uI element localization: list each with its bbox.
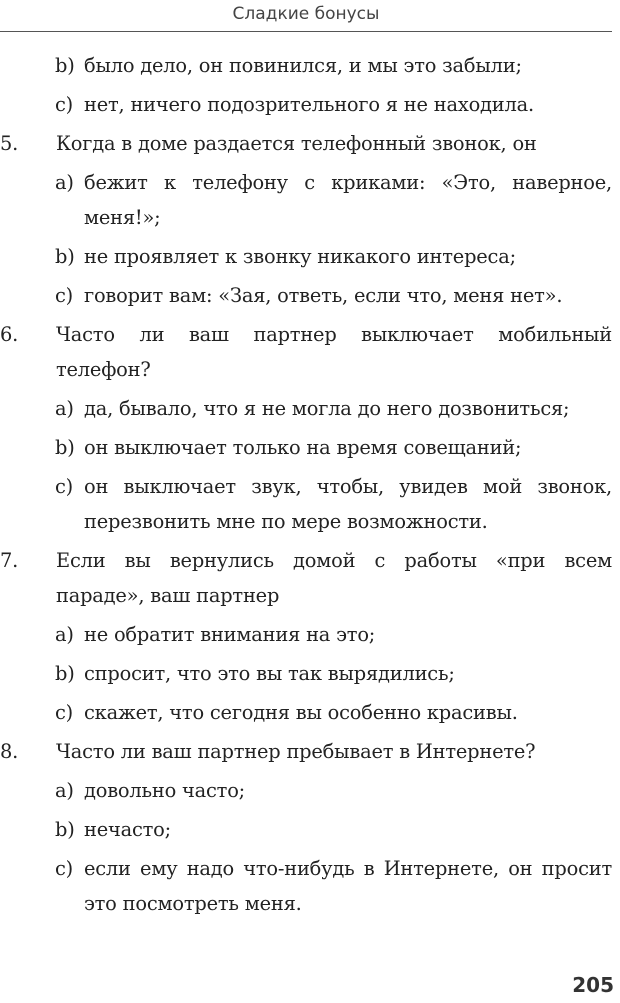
question-6 <box>0 317 612 387</box>
option-letter: c) <box>55 284 74 307</box>
question-6-option-c <box>0 469 612 539</box>
option-letter: c) <box>55 475 74 498</box>
option-text: бежит к телефону с криками: «Это, наверное, меня!»; <box>84 171 612 229</box>
option-text: если ему надо что-нибудь в Интернете, он просит это посмотреть меня. <box>84 857 612 915</box>
question-text: Часто ли ваш партнер пребывает в Интернете? <box>56 740 536 763</box>
question-text: Если вы вернулись домой с работы «при всем параде», ваш партнер <box>56 549 612 607</box>
option-text: было дело, он повинился, и мы это забыли; <box>84 54 522 77</box>
question-6-option-a <box>0 391 612 426</box>
option-letter: c) <box>55 701 74 724</box>
question-7-option-a <box>0 617 612 652</box>
option-letter: a) <box>55 623 74 646</box>
question-6-option-b <box>0 430 612 465</box>
page-number: 205 <box>572 973 614 997</box>
option-text: да, бывало, что я не могла до него дозвониться; <box>84 397 570 420</box>
option-letter: c) <box>55 857 74 880</box>
question-8 <box>0 734 612 769</box>
question-8-option-c <box>0 851 612 921</box>
question-7-option-c <box>0 695 612 730</box>
question-text: Когда в доме раздается телефонный звонок, он <box>56 132 537 155</box>
option-text: довольно часто; <box>84 779 246 802</box>
question-5-option-a <box>0 165 612 235</box>
option-text: спросит, что это вы так вырядились; <box>84 662 455 685</box>
question-text: Часто ли ваш партнер выключает мобильный телефон? <box>56 323 612 381</box>
option-text: скажет, что сегодня вы особенно красивы. <box>84 701 518 724</box>
question-number: 6. <box>0 323 19 346</box>
option-letter: a) <box>55 171 74 194</box>
option-letter: b) <box>55 436 75 459</box>
question-5-option-c <box>0 278 612 313</box>
option-text: говорит вам: «Зая, ответь, если что, меня нет». <box>84 284 563 307</box>
option-text: не обратит внимания на это; <box>84 623 376 646</box>
option-text: он выключает звук, чтобы, увидев мой звонок, перезвонить мне по мере возможности. <box>84 475 612 533</box>
question-7 <box>0 543 612 613</box>
option-letter: b) <box>55 662 75 685</box>
continued-option-c <box>0 87 612 122</box>
continued-option-b <box>0 48 612 83</box>
question-5-option-b <box>0 239 612 274</box>
option-letter: a) <box>55 397 74 420</box>
question-number: 7. <box>0 549 19 572</box>
header-rule <box>0 31 612 32</box>
option-letter: b) <box>55 54 75 77</box>
option-text: нечасто; <box>84 818 171 841</box>
question-number: 5. <box>0 132 19 155</box>
option-letter: b) <box>55 245 75 268</box>
option-letter: a) <box>55 779 74 802</box>
option-letter: c) <box>55 93 74 116</box>
option-text: не проявляет к звонку никакого интереса; <box>84 245 516 268</box>
question-8-option-b <box>0 812 612 847</box>
question-number: 8. <box>0 740 19 763</box>
option-letter: b) <box>55 818 75 841</box>
question-5 <box>0 126 612 161</box>
question-7-option-b <box>0 656 612 691</box>
option-text: нет, ничего подозрительного я не находила. <box>84 93 534 116</box>
running-head: Сладкие бонусы <box>232 4 380 24</box>
option-text: он выключает только на время совещаний; <box>84 436 522 459</box>
question-8-option-a <box>0 773 612 808</box>
page-content <box>0 48 612 921</box>
